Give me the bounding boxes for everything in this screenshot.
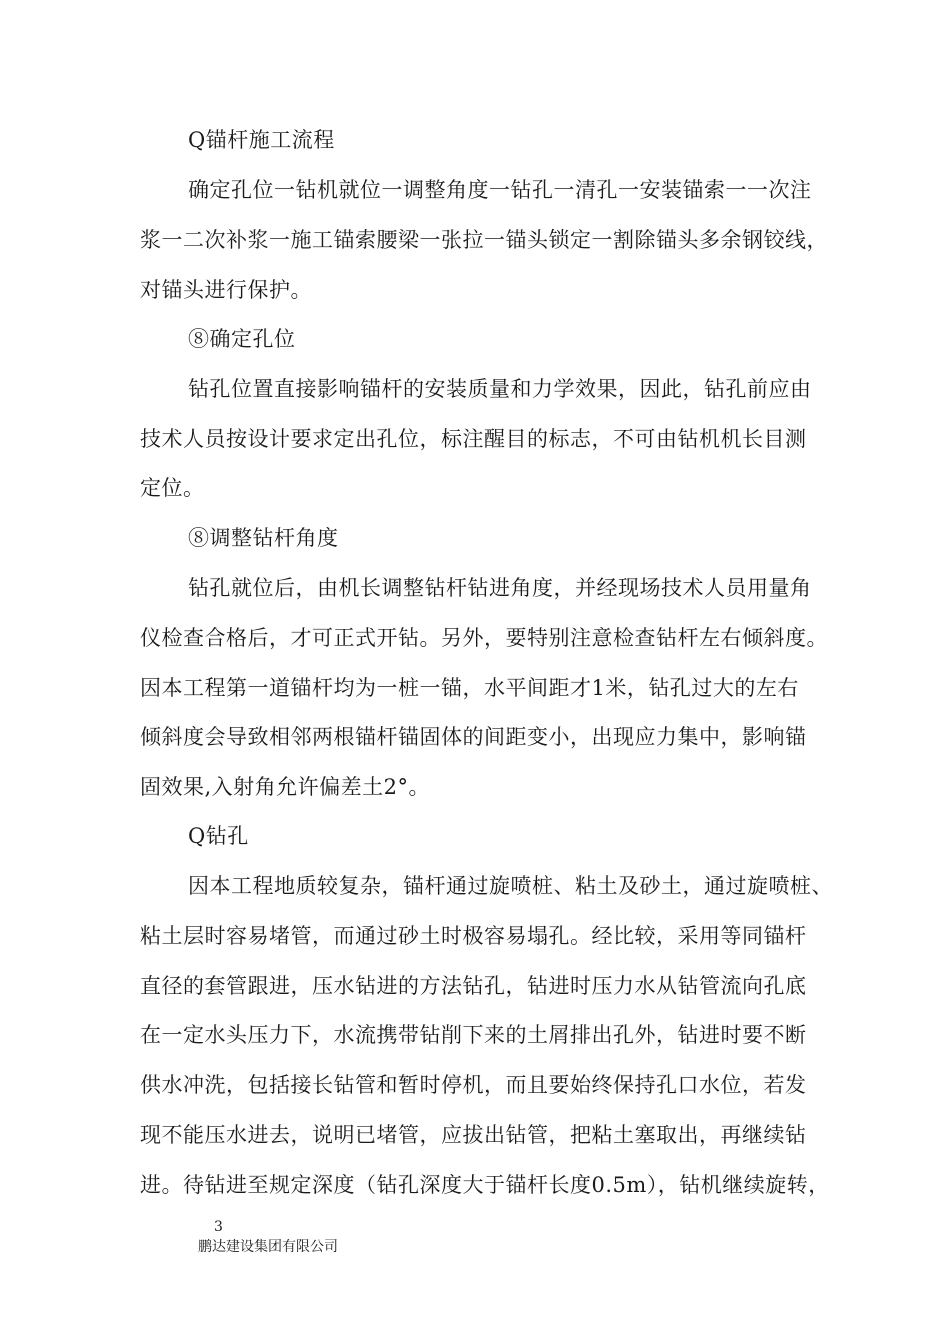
section-heading: Q钻孔 [188,824,249,848]
paragraph-line: 倾斜度会导致相邻两根锚杆锚固体的间距变小，出现应力集中，影响锚 [140,725,807,749]
paragraph-line: 因本工程地质较复杂，锚杆通过旋喷桩、粘土及砂土，通过旋喷桩、 [188,874,833,898]
section-heading: Q锚杆施工流程 [188,128,335,152]
paragraph-line: 进。待钻进至规定深度（钻孔深度大于锚杆长度0.5m），钻机继续旋转， [140,1173,830,1197]
paragraph-line: 确定孔位一钻机就位一调整角度一钻孔一清孔一安装锚索一一次注 [188,178,812,202]
section-heading: ⑧调整钻杆角度 [188,526,339,550]
paragraph-line: 粘土层时容易堵管，而通过砂土时极容易塌孔。经比较，采用等同锚杆 [140,924,807,948]
paragraph-line: 钻孔就位后，由机长调整钻杆钻进角度，并经现场技术人员用量角 [188,576,812,600]
paragraph-line: 技术人员按设计要求定出孔位，标注醒目的标志，不可由钻机机长目测 [140,427,807,451]
paragraph-line: 固效果,入射角允许偏差土2°。 [140,775,431,799]
page-number: 3 [214,1219,223,1235]
paragraph-line: 现不能压水进去，说明已堵管，应拔出钻管，把粘土塞取出，再继续钻 [140,1123,807,1147]
paragraph-line: 钻孔位置直接影响锚杆的安装质量和力学效果，因此，钻孔前应由 [188,377,812,401]
paragraph-line: 在一定水头压力下，水流携带钻削下来的土屑排出孔外，钻进时要不断 [140,1023,807,1047]
paragraph-line: 因本工程第一道锚杆均为一桩一锚，水平间距才1米，钻孔过大的左右 [140,676,799,700]
paragraph-line: 供水冲洗，包括接长钻管和暂时停机，而且要始终保持孔口水位，若发 [140,1073,807,1097]
company-name: 鹏达建设集团有限公司 [198,1239,338,1255]
paragraph-line: 浆一二次补浆一施工锚索腰梁一张拉一锚头锁定一割除锚头多余钢铰线， [140,228,828,252]
paragraph-line: 直径的套管跟进，压水钻进的方法钻孔，钻进时压力水从钻管流向孔底 [140,974,807,998]
paragraph-line: 仪检查合格后，才可正式开钻。另外，要特别注意检查钻杆左右倾斜度。 [140,626,828,650]
paragraph-line: 对锚头进行保护。 [140,278,312,302]
paragraph-line: 定位。 [140,476,205,500]
section-heading: ⑧确定孔位 [188,327,296,351]
